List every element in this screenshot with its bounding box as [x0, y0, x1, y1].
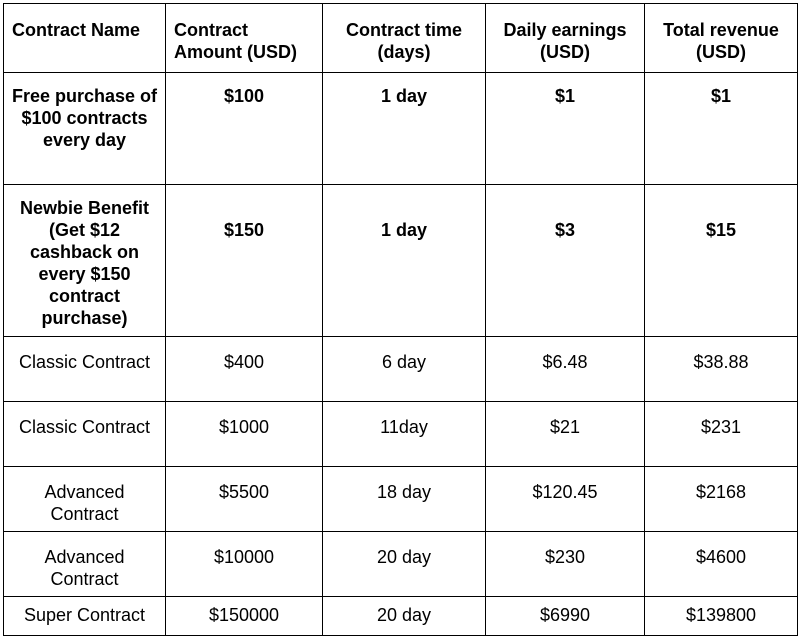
- cell-daily-earnings: $1: [486, 73, 645, 185]
- cell-total-revenue: $139800: [645, 597, 798, 636]
- cell-contract-amount: $150: [166, 185, 323, 337]
- cell-contract-name: Super Contract: [4, 597, 166, 636]
- header-contract-time: Contract time (days): [323, 4, 486, 73]
- cell-total-revenue: $2168: [645, 467, 798, 532]
- header-daily-earnings: Daily earnings (USD): [486, 4, 645, 73]
- cell-daily-earnings: $120.45: [486, 467, 645, 532]
- cell-total-revenue: $231: [645, 402, 798, 467]
- cell-total-revenue: $1: [645, 73, 798, 185]
- table-row: [4, 73, 798, 185]
- cell-daily-earnings: $3: [486, 185, 645, 337]
- cell-contract-time: 20 day: [323, 532, 486, 597]
- cell-contract-name: Free purchase of $100 contracts every day: [4, 73, 166, 185]
- cell-contract-amount: $100: [166, 73, 323, 185]
- cell-contract-time: 6 day: [323, 337, 486, 402]
- table-row: [4, 402, 798, 467]
- cell-daily-earnings: $21: [486, 402, 645, 467]
- cell-contract-name: Advanced Contract: [4, 467, 166, 532]
- header-contract-name: Contract Name: [4, 4, 166, 73]
- cell-contract-time: 1 day: [323, 185, 486, 337]
- cell-contract-amount: $400: [166, 337, 323, 402]
- cell-contract-time: 1 day: [323, 73, 486, 185]
- cell-total-revenue: $4600: [645, 532, 798, 597]
- cell-contract-amount: $10000: [166, 532, 323, 597]
- cell-contract-name: Newbie Benefit (Get $12 cashback on every $150 contract purchase): [4, 185, 166, 337]
- cell-contract-time: 18 day: [323, 467, 486, 532]
- header-contract-amount: Contract Amount (USD): [166, 4, 323, 73]
- cell-contract-name: Classic Contract: [4, 402, 166, 467]
- cell-daily-earnings: $6.48: [486, 337, 645, 402]
- cell-contract-amount: $150000: [166, 597, 323, 636]
- contracts-table: [3, 3, 798, 636]
- table-row: [4, 597, 798, 636]
- cell-contract-name: Advanced Contract: [4, 532, 166, 597]
- cell-daily-earnings: $230: [486, 532, 645, 597]
- cell-contract-time: 11day: [323, 402, 486, 467]
- header-total-revenue: Total revenue (USD): [645, 4, 798, 73]
- table-header-row: [4, 4, 798, 73]
- table-row: [4, 337, 798, 402]
- cell-total-revenue: $38.88: [645, 337, 798, 402]
- table-row: [4, 185, 798, 337]
- table-row: [4, 467, 798, 532]
- cell-contract-amount: $1000: [166, 402, 323, 467]
- cell-contract-time: 20 day: [323, 597, 486, 636]
- table-row: [4, 532, 798, 597]
- cell-daily-earnings: $6990: [486, 597, 645, 636]
- cell-contract-amount: $5500: [166, 467, 323, 532]
- cell-contract-name: Classic Contract: [4, 337, 166, 402]
- cell-total-revenue: $15: [645, 185, 798, 337]
